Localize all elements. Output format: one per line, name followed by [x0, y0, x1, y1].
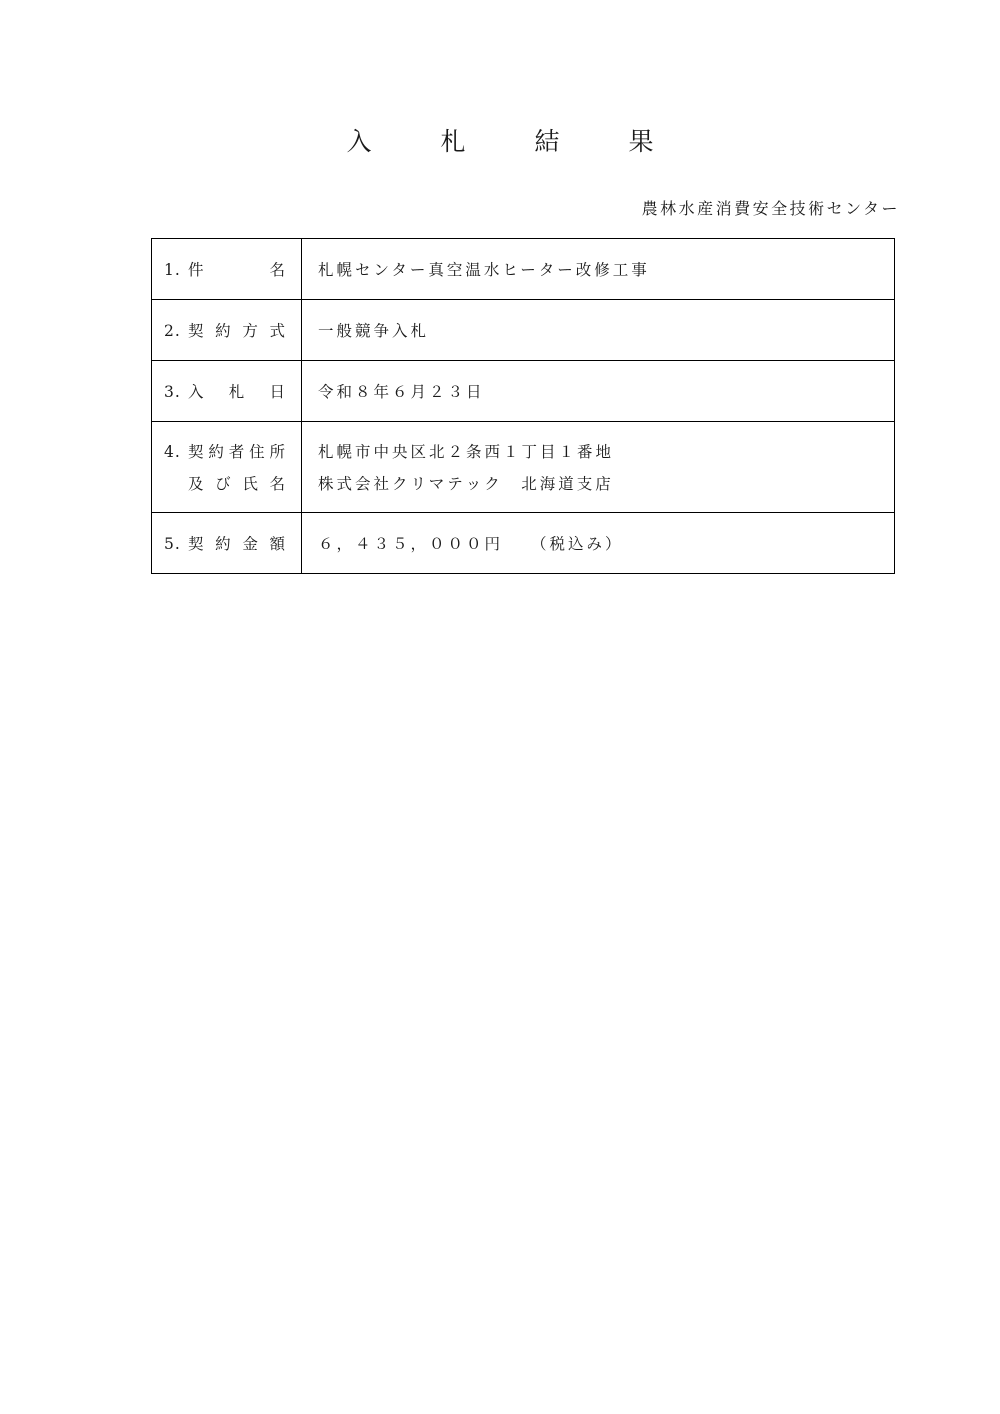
organization-name: 農林水産消費安全技術センター [641, 199, 900, 218]
label-text: 契 約 金 額 [188, 535, 286, 553]
bid-result-table [151, 238, 895, 574]
row-label [152, 513, 302, 574]
row-number: 5. [164, 535, 181, 553]
table-row-contract-amount [152, 513, 895, 574]
row-label [152, 422, 302, 513]
label-text: 契 約 方 式 [188, 322, 286, 340]
table-row-subject [152, 239, 895, 300]
row-number: 2. [164, 322, 181, 340]
label-text: 契 約 者 住 所 [188, 443, 286, 461]
table-row-bid-date [152, 361, 895, 422]
table-row-contract-method [152, 300, 895, 361]
subject-value: 札幌センター真空温水ヒーター改修工事 [302, 239, 895, 300]
contract-method-value: 一般競争入札 [302, 300, 895, 361]
row-label [152, 300, 302, 361]
contractor-address: 札幌市中央区北２条西１丁目１番地 [318, 443, 615, 461]
contractor-value [302, 422, 895, 513]
contract-amount-value [302, 513, 895, 574]
label-text-line2: 及 び 氏 名 [188, 475, 286, 493]
table-row-contractor [152, 422, 895, 513]
amount: ６，４３５，０００円 [318, 535, 504, 553]
bid-date-value: 令和８年６月２３日 [302, 361, 895, 422]
label-text: 入 札 日 [188, 383, 286, 401]
row-number: 3. [164, 383, 181, 401]
row-number: 4. [164, 443, 181, 461]
row-label [152, 361, 302, 422]
contractor-name: 株式会社クリマテック 北海道支店 [318, 475, 614, 493]
tax-note: （税込み） [531, 535, 624, 553]
label-text: 件 名 [188, 261, 286, 279]
document-title: 入 札 結 果 [346, 127, 676, 156]
row-number: 1. [164, 261, 181, 279]
row-label [152, 239, 302, 300]
